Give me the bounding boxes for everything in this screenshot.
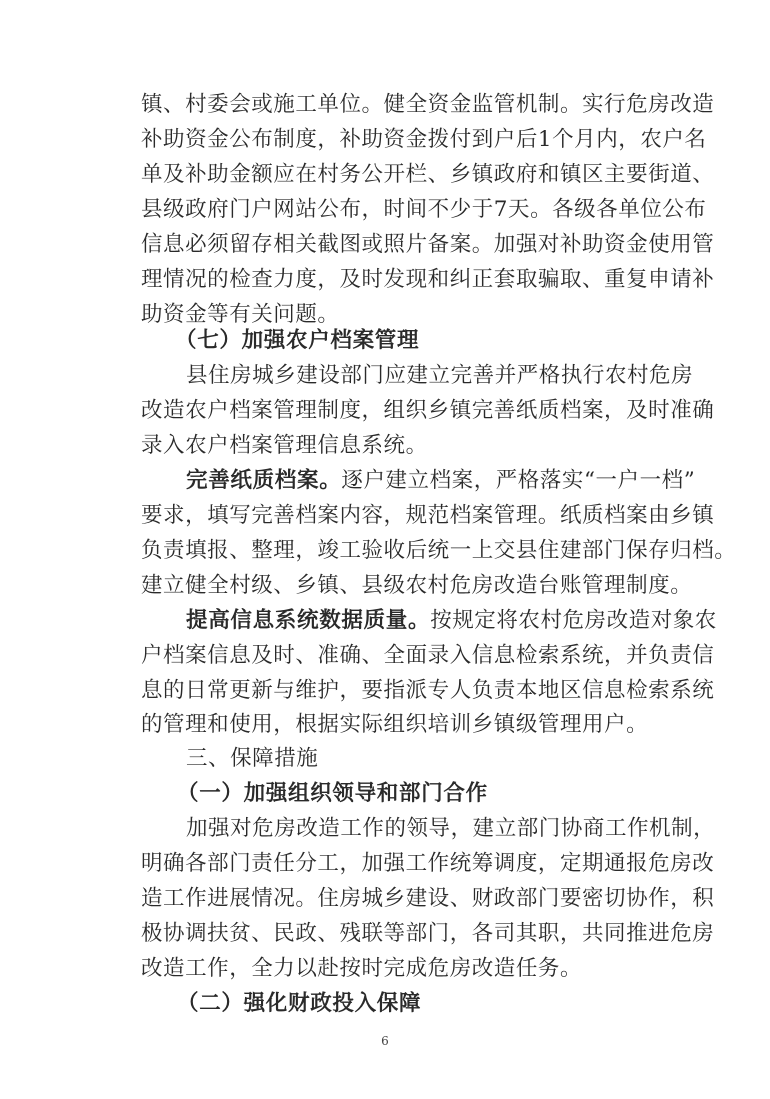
lead-paper-archives: 完善纸质档案。 [186, 468, 342, 493]
body-line: 明确各部门责任分工，加强工作统筹调度，定期通报危房改 [141, 851, 715, 876]
body-line: 镇、村委会或施工单位。健全资金监管机制。实行危房改造 [141, 92, 715, 117]
body-line: 建立健全村级、乡镇、县级农村危房改造台账管理制度。 [141, 573, 693, 598]
body-line: 息的日常更新与维护，要指派专人负责本地区信息检索系统 [141, 678, 715, 703]
lead-info-system: 提高信息系统数据质量。 [186, 608, 431, 633]
body-line: 信息必须留存相关截图或照片备案。加强对补助资金使用管 [141, 232, 715, 257]
body-line: 理情况的检查力度，及时发现和纠正套取骗取、重复申请补 [141, 267, 715, 292]
chapter-heading-3: 三、保障措施 [186, 746, 319, 771]
paragraph-paper-archives [186, 464, 695, 498]
body-line: 户档案信息及时、准确、全面录入信息检索系统，并负责信 [141, 643, 715, 668]
body-line: 要求，填写完善档案内容，规范档案管理。纸质档案由乡镇 [141, 503, 715, 528]
body-line: 加强对危房改造工作的领导，建立部门协商工作机制， [186, 816, 716, 841]
body-line: 录入农户档案管理信息系统。 [141, 433, 428, 458]
body-line: 负责填报、整理，竣工验收后统一上交县住建部门保存归档。 [141, 538, 737, 563]
paragraph-info-system [186, 604, 717, 638]
body-line: 县级政府门户网站公布，时间不少于7天。各级各单位公布 [141, 197, 707, 222]
body-line: 补助资金公布制度，补助资金拨付到户后1个月内，农户名 [141, 127, 707, 152]
section-heading-2: （二）强化财政投入保障 [177, 991, 422, 1016]
body-text: 逐户建立档案，严格落实“一户一档” [341, 468, 696, 493]
body-text: 按规定将农村危房改造对象农 [430, 608, 717, 633]
body-line: 县住房城乡建设部门应建立完善并严格执行农村危房 [186, 363, 694, 388]
body-line: 极协调扶贫、民政、残联等部门，各司其职，共同推进危房 [141, 921, 715, 946]
body-line: 造工作进展情况。住房城乡建设、财政部门要密切协作，积 [141, 886, 715, 911]
section-heading-1: （一）加强组织领导和部门合作 [177, 781, 488, 806]
section-heading-7: （七）加强农户档案管理 [175, 328, 420, 353]
page-number: 6 [381, 1034, 389, 1048]
body-line: 单及补助金额应在村务公开栏、乡镇政府和镇区主要街道、 [141, 162, 715, 187]
body-line: 改造农户档案管理制度，组织乡镇完善纸质档案，及时准确 [141, 398, 715, 423]
body-line: 助资金等有关问题。 [141, 302, 340, 327]
body-line: 的管理和使用，根据实际组织培训乡镇级管理用户。 [141, 712, 649, 737]
body-line: 改造工作，全力以赴按时完成危房改造任务。 [141, 956, 583, 981]
